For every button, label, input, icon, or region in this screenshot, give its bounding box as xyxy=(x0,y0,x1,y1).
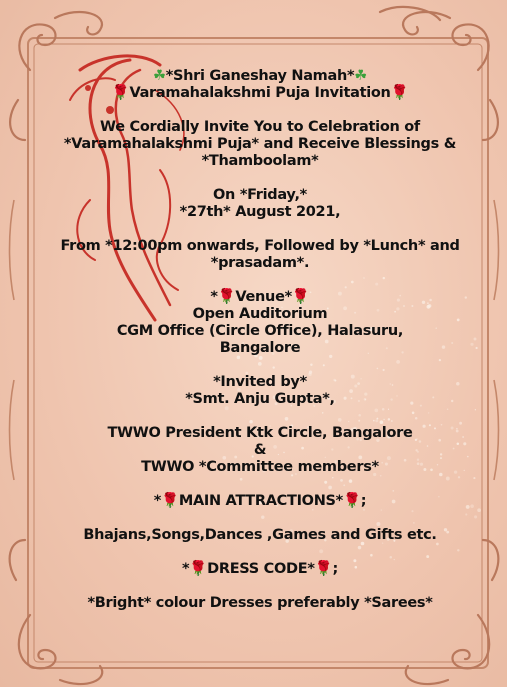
rose-icon: 🌹 xyxy=(217,289,236,305)
rose-icon: 🌹 xyxy=(342,493,361,509)
invitation-text xyxy=(30,68,490,612)
venue-line-2: CGM Office (Circle Office), Halasuru, xyxy=(116,323,404,339)
president-line: TWWO President Ktk Circle, Bangalore xyxy=(107,425,413,441)
day-line: On *Friday,* xyxy=(213,187,307,203)
rose-icon: 🌹 xyxy=(111,85,130,101)
date-line: *27th* August 2021, xyxy=(179,204,341,220)
clover-icon: ☘ xyxy=(153,68,166,84)
rose-icon: 🌹 xyxy=(189,561,208,577)
time-line-1: From *12:00pm onwards, Followed by *Lunch* and xyxy=(60,238,460,254)
attractions-list: Bhajans,Songs,Dances ,Games and Gifts etc. xyxy=(83,527,437,543)
venue-line-1: Open Auditorium xyxy=(192,306,328,322)
time-line-2: *prasadam*. xyxy=(210,255,310,271)
invited-by-label: *Invited by* xyxy=(213,374,307,390)
title-line: 🌹Varamahalakshmi Puja Invitation🌹 xyxy=(111,85,409,101)
rose-icon: 🌹 xyxy=(291,289,310,305)
blessing-line: ☘*Shri Ganeshay Namah*☘ xyxy=(153,68,367,84)
venue-line-3: Bangalore xyxy=(219,340,301,356)
committee-line: TWWO *Committee members* xyxy=(141,459,379,475)
clover-icon: ☘ xyxy=(354,68,367,84)
invite-line-2: *Varamahalakshmi Puja* and Receive Blessings & xyxy=(63,136,457,152)
dress-code-heading: *🌹DRESS CODE*🌹; xyxy=(182,561,338,577)
dress-code-text: *Bright* colour Dresses preferably *Sarees* xyxy=(87,595,433,611)
invited-by-name: *Smt. Anju Gupta*, xyxy=(185,391,335,407)
invite-line-3: *Thamboolam* xyxy=(201,153,319,169)
rose-icon: 🌹 xyxy=(390,85,409,101)
rose-icon: 🌹 xyxy=(161,493,179,509)
ampersand-line: & xyxy=(253,442,267,458)
invite-line-1: We Cordially Invite You to Celebration of xyxy=(100,119,420,135)
rose-icon: 🌹 xyxy=(314,561,333,577)
attractions-heading: *🌹MAIN ATTRACTIONS*🌹; xyxy=(153,493,367,509)
venue-heading: *🌹Venue*🌹 xyxy=(210,289,310,305)
